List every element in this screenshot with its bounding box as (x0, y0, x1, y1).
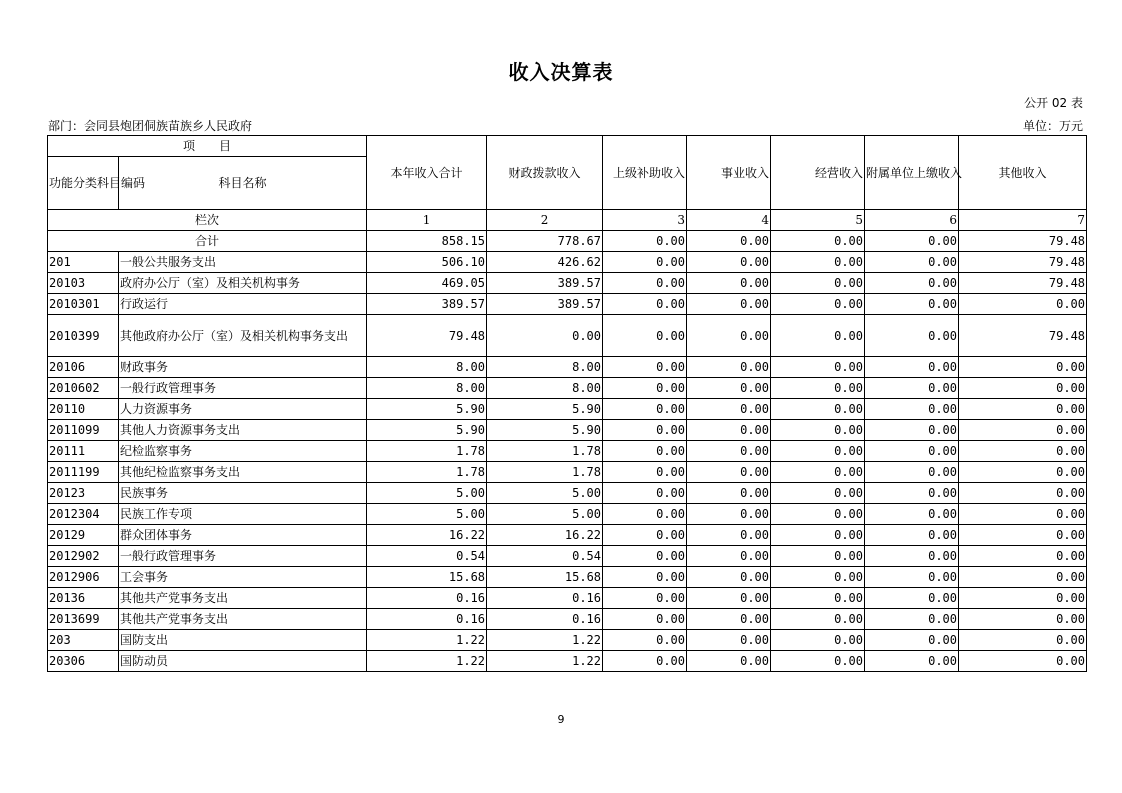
amount-cell: 0.00 (865, 294, 959, 315)
table-row (48, 357, 1087, 378)
subject-name: 纪检监察事务 (119, 441, 367, 462)
amount-cell: 79.48 (367, 315, 487, 357)
amount-cell: 0.16 (487, 588, 603, 609)
amount-cell: 0.00 (959, 441, 1087, 462)
total-value: 0.00 (865, 231, 959, 252)
total-value: 0.00 (771, 231, 865, 252)
subject-code: 2010399 (48, 315, 119, 357)
total-label: 合计 (48, 231, 367, 252)
amount-cell: 0.00 (959, 630, 1087, 651)
amount-cell: 0.00 (687, 546, 771, 567)
amount-cell: 0.00 (687, 315, 771, 357)
amount-cell: 0.00 (603, 294, 687, 315)
form-number: 公开 02 表 (1024, 96, 1083, 110)
amount-cell: 0.00 (603, 630, 687, 651)
amount-cell: 0.00 (603, 462, 687, 483)
column-index-2: 2 (487, 210, 603, 231)
amount-cell: 0.00 (771, 378, 865, 399)
amount-cell: 1.22 (367, 651, 487, 672)
amount-cell: 0.00 (771, 609, 865, 630)
amount-cell: 0.00 (687, 609, 771, 630)
amount-cell: 16.22 (367, 525, 487, 546)
amount-cell: 0.00 (959, 567, 1087, 588)
header-row-1 (48, 136, 1087, 157)
amount-cell: 0.00 (603, 420, 687, 441)
amount-cell: 5.00 (487, 504, 603, 525)
amount-cell: 0.00 (771, 567, 865, 588)
subject-name: 其他共产党事务支出 (119, 588, 367, 609)
subject-name: 群众团体事务 (119, 525, 367, 546)
table-row (48, 609, 1087, 630)
amount-cell: 0.00 (865, 525, 959, 546)
amount-cell: 0.00 (603, 273, 687, 294)
amount-cell: 0.00 (959, 294, 1087, 315)
column-index-7: 7 (959, 210, 1087, 231)
subject-name: 国防支出 (119, 630, 367, 651)
amount-cell: 0.00 (603, 525, 687, 546)
amount-cell: 16.22 (487, 525, 603, 546)
amount-cell: 0.00 (959, 399, 1087, 420)
amount-cell: 0.00 (959, 483, 1087, 504)
amount-cell: 0.00 (603, 357, 687, 378)
col-header-other: 其他收入 (959, 136, 1087, 210)
table-row (48, 294, 1087, 315)
total-value: 858.15 (367, 231, 487, 252)
amount-cell: 0.00 (771, 525, 865, 546)
amount-cell: 0.00 (865, 630, 959, 651)
amount-cell: 0.00 (771, 588, 865, 609)
subject-code: 20106 (48, 357, 119, 378)
amount-cell: 0.00 (603, 441, 687, 462)
amount-cell: 0.00 (959, 546, 1087, 567)
amount-cell: 0.00 (771, 630, 865, 651)
amount-cell: 0.00 (865, 315, 959, 357)
amount-cell: 0.16 (487, 609, 603, 630)
amount-cell: 15.68 (367, 567, 487, 588)
amount-cell: 5.00 (367, 504, 487, 525)
amount-cell: 0.00 (603, 567, 687, 588)
amount-cell: 0.00 (603, 504, 687, 525)
amount-cell: 0.00 (687, 651, 771, 672)
amount-cell: 8.00 (487, 378, 603, 399)
table-row (48, 630, 1087, 651)
amount-cell: 0.00 (865, 504, 959, 525)
subject-name: 其他人力资源事务支出 (119, 420, 367, 441)
amount-cell: 0.00 (771, 252, 865, 273)
subject-code: 20123 (48, 483, 119, 504)
amount-cell: 0.00 (771, 462, 865, 483)
table-row (48, 504, 1087, 525)
subject-name: 人力资源事务 (119, 399, 367, 420)
amount-cell: 0.00 (687, 357, 771, 378)
table-row (48, 462, 1087, 483)
subject-name: 其他纪检监察事务支出 (119, 462, 367, 483)
subject-code: 20111 (48, 441, 119, 462)
table-row (48, 378, 1087, 399)
table-row (48, 252, 1087, 273)
amount-cell: 0.00 (771, 315, 865, 357)
amount-cell: 5.00 (367, 483, 487, 504)
amount-cell: 0.00 (865, 399, 959, 420)
col-header-superior: 上级补助收入 (603, 136, 687, 210)
amount-cell: 0.00 (687, 504, 771, 525)
amount-cell: 0.00 (771, 651, 865, 672)
amount-cell: 0.00 (771, 273, 865, 294)
subject-name: 行政运行 (119, 294, 367, 315)
subject-code: 2011199 (48, 462, 119, 483)
amount-cell: 0.00 (687, 588, 771, 609)
amount-cell: 0.00 (687, 399, 771, 420)
subject-name: 国防动员 (119, 651, 367, 672)
subject-name: 民族事务 (119, 483, 367, 504)
amount-cell: 0.00 (865, 546, 959, 567)
total-value: 0.00 (603, 231, 687, 252)
amount-cell: 0.54 (487, 546, 603, 567)
subject-code: 2010602 (48, 378, 119, 399)
amount-cell: 0.00 (771, 546, 865, 567)
amount-cell: 0.00 (959, 588, 1087, 609)
amount-cell: 0.00 (687, 462, 771, 483)
amount-cell: 0.00 (687, 273, 771, 294)
revenue-table (47, 135, 1087, 672)
total-value: 778.67 (487, 231, 603, 252)
amount-cell: 1.78 (367, 462, 487, 483)
subject-code: 20103 (48, 273, 119, 294)
amount-cell: 0.00 (865, 567, 959, 588)
amount-cell: 0.00 (959, 651, 1087, 672)
table-row (48, 441, 1087, 462)
table-row (48, 525, 1087, 546)
amount-cell: 0.00 (603, 546, 687, 567)
amount-cell: 0.00 (603, 315, 687, 357)
amount-cell: 426.62 (487, 252, 603, 273)
table-row (48, 546, 1087, 567)
project-header: 项 目 (48, 136, 367, 157)
page-title: 收入决算表 (508, 60, 614, 84)
amount-cell: 0.00 (603, 651, 687, 672)
amount-cell: 389.57 (487, 294, 603, 315)
table-row (48, 399, 1087, 420)
amount-cell: 0.00 (603, 252, 687, 273)
amount-cell: 0.16 (367, 588, 487, 609)
amount-cell: 0.00 (771, 441, 865, 462)
subject-name: 一般行政管理事务 (119, 378, 367, 399)
amount-cell: 0.00 (959, 609, 1087, 630)
subject-name: 一般公共服务支出 (119, 252, 367, 273)
amount-cell: 8.00 (367, 378, 487, 399)
amount-cell: 0.00 (687, 525, 771, 546)
subject-name: 其他政府办公厅（室）及相关机构事务支出 (119, 315, 367, 357)
amount-cell: 0.00 (603, 378, 687, 399)
total-value: 0.00 (687, 231, 771, 252)
amount-cell: 15.68 (487, 567, 603, 588)
table-row (48, 588, 1087, 609)
subject-code: 2011099 (48, 420, 119, 441)
amount-cell: 0.00 (865, 378, 959, 399)
amount-cell: 1.78 (487, 441, 603, 462)
amount-cell: 5.90 (487, 420, 603, 441)
subject-name: 工会事务 (119, 567, 367, 588)
subject-name: 其他共产党事务支出 (119, 609, 367, 630)
total-value: 79.48 (959, 231, 1087, 252)
amount-cell: 0.00 (959, 504, 1087, 525)
subject-name: 政府办公厅（室）及相关机构事务 (119, 273, 367, 294)
col-header-fiscal: 财政拨款收入 (487, 136, 603, 210)
amount-cell: 0.00 (603, 609, 687, 630)
amount-cell: 0.00 (771, 357, 865, 378)
amount-cell: 0.00 (687, 420, 771, 441)
amount-cell: 1.22 (487, 651, 603, 672)
amount-cell: 1.22 (487, 630, 603, 651)
table-row (48, 273, 1087, 294)
amount-cell: 79.48 (959, 252, 1087, 273)
amount-cell: 1.78 (487, 462, 603, 483)
amount-cell: 389.57 (487, 273, 603, 294)
column-index-4: 4 (687, 210, 771, 231)
amount-cell: 0.00 (687, 441, 771, 462)
amount-cell: 0.00 (865, 609, 959, 630)
subject-name: 一般行政管理事务 (119, 546, 367, 567)
amount-cell: 0.00 (687, 294, 771, 315)
col-header-total: 本年收入合计 (367, 136, 487, 210)
subject-code: 20306 (48, 651, 119, 672)
amount-cell: 0.00 (959, 357, 1087, 378)
amount-cell: 0.00 (771, 483, 865, 504)
column-index-label: 栏次 (48, 210, 367, 231)
amount-cell: 1.78 (367, 441, 487, 462)
amount-cell: 0.00 (771, 504, 865, 525)
amount-cell: 389.57 (367, 294, 487, 315)
amount-cell: 79.48 (959, 315, 1087, 357)
column-index-row (48, 210, 1087, 231)
subject-code: 2012906 (48, 567, 119, 588)
amount-cell: 0.00 (771, 294, 865, 315)
amount-cell: 0.00 (687, 252, 771, 273)
amount-cell: 0.00 (603, 483, 687, 504)
amount-cell: 5.90 (367, 399, 487, 420)
department-label: 部门：会同县炮团侗族苗族乡人民政府 (48, 119, 253, 133)
func-code-header: 功能分类科目编码 (48, 157, 119, 210)
amount-cell: 79.48 (959, 273, 1087, 294)
subject-code: 20110 (48, 399, 119, 420)
amount-cell: 5.90 (367, 420, 487, 441)
col-header-affiliate: 附属单位上缴收入 (865, 136, 959, 210)
amount-cell: 5.00 (487, 483, 603, 504)
amount-cell: 1.22 (367, 630, 487, 651)
subject-name-header: 科目名称 (119, 157, 367, 210)
amount-cell: 506.10 (367, 252, 487, 273)
table-row (48, 483, 1087, 504)
amount-cell: 0.00 (865, 651, 959, 672)
amount-cell: 0.00 (865, 357, 959, 378)
amount-cell: 0.00 (959, 462, 1087, 483)
subject-name: 财政事务 (119, 357, 367, 378)
amount-cell: 0.00 (865, 273, 959, 294)
amount-cell: 0.00 (865, 441, 959, 462)
amount-cell: 0.00 (865, 483, 959, 504)
amount-cell: 0.00 (865, 462, 959, 483)
amount-cell: 0.00 (865, 588, 959, 609)
amount-cell: 0.00 (687, 483, 771, 504)
subject-code: 2013699 (48, 609, 119, 630)
subject-code: 2012304 (48, 504, 119, 525)
amount-cell: 0.00 (687, 378, 771, 399)
col-header-operating: 经营收入 (771, 136, 865, 210)
amount-cell: 0.00 (687, 630, 771, 651)
amount-cell: 0.00 (959, 420, 1087, 441)
table-row (48, 567, 1087, 588)
column-index-1: 1 (367, 210, 487, 231)
amount-cell: 0.00 (771, 420, 865, 441)
amount-cell: 0.00 (865, 420, 959, 441)
column-index-5: 5 (771, 210, 865, 231)
amount-cell: 0.00 (959, 525, 1087, 546)
column-index-6: 6 (865, 210, 959, 231)
column-index-3: 3 (603, 210, 687, 231)
amount-cell: 469.05 (367, 273, 487, 294)
amount-cell: 8.00 (367, 357, 487, 378)
amount-cell: 0.00 (771, 399, 865, 420)
amount-cell: 5.90 (487, 399, 603, 420)
amount-cell: 0.54 (367, 546, 487, 567)
unit-label: 单位：万元 (1022, 119, 1083, 133)
subject-code: 20129 (48, 525, 119, 546)
amount-cell: 8.00 (487, 357, 603, 378)
table-row (48, 420, 1087, 441)
amount-cell: 0.00 (487, 315, 603, 357)
amount-cell: 0.00 (687, 567, 771, 588)
subject-code: 2010301 (48, 294, 119, 315)
total-row (48, 231, 1087, 252)
amount-cell: 0.00 (603, 588, 687, 609)
subject-code: 20136 (48, 588, 119, 609)
table-row (48, 651, 1087, 672)
subject-name: 民族工作专项 (119, 504, 367, 525)
subject-code: 201 (48, 252, 119, 273)
amount-cell: 0.00 (865, 252, 959, 273)
amount-cell: 0.00 (603, 399, 687, 420)
col-header-business: 事业收入 (687, 136, 771, 210)
amount-cell: 0.00 (959, 378, 1087, 399)
subject-code: 2012902 (48, 546, 119, 567)
subject-code: 203 (48, 630, 119, 651)
page-number: 9 (557, 713, 565, 726)
table-row (48, 315, 1087, 357)
amount-cell: 0.16 (367, 609, 487, 630)
